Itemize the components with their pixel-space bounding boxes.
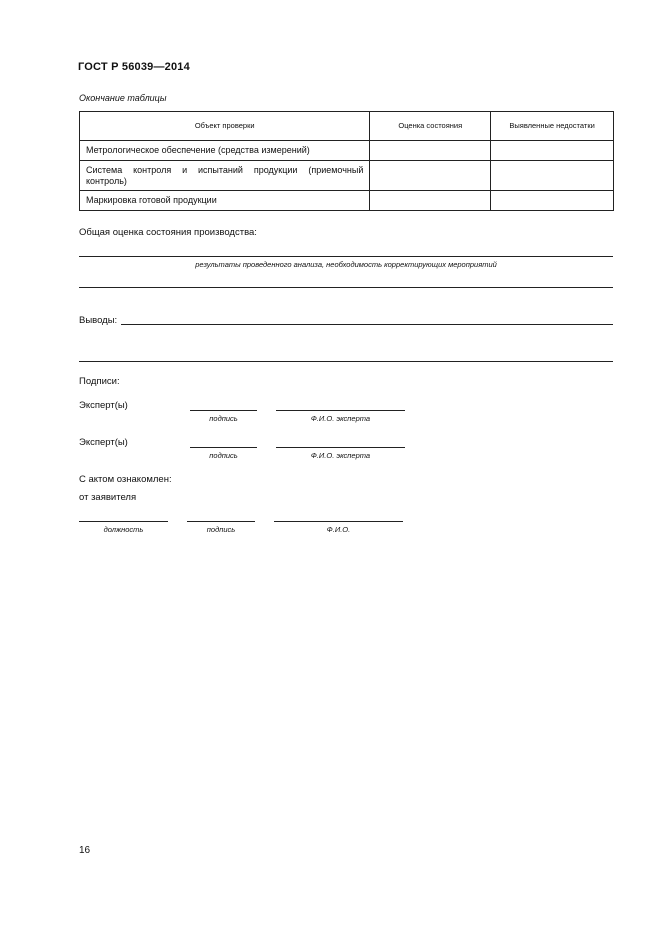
conclusions-label: Выводы:: [79, 315, 118, 326]
signature-hint: подпись: [206, 525, 236, 534]
assessment-line[interactable]: [79, 256, 613, 257]
conclusions-line-2[interactable]: [79, 361, 613, 362]
applicant-name-line[interactable]: [274, 521, 403, 522]
expert-name-line[interactable]: [276, 447, 405, 448]
table-row: [80, 141, 614, 161]
table-header-row: [80, 112, 614, 141]
expert-signature-line[interactable]: [190, 447, 257, 448]
row-assessment: [370, 191, 491, 211]
table-row: [80, 161, 614, 191]
assessment-line-2[interactable]: [79, 287, 613, 288]
header-deficiencies: Выявленные недостатки: [491, 112, 614, 141]
signature-hint: подпись: [209, 414, 238, 423]
header-object: Объект проверки: [80, 112, 370, 141]
inspection-table: [79, 111, 614, 211]
row-object: Метрологическое обеспечение (средства измерений): [80, 141, 370, 161]
row-assessment: [370, 141, 491, 161]
row-deficiencies: [491, 191, 614, 211]
table-caption: Окончание таблицы: [79, 93, 167, 103]
applicant-label: от заявителя: [79, 492, 137, 503]
applicant-signature-line[interactable]: [187, 521, 255, 522]
row-deficiencies: [491, 161, 614, 191]
expert-name-hint: Ф.И.О. эксперта: [310, 414, 371, 423]
page-number: 16: [79, 845, 91, 856]
row-assessment: [370, 161, 491, 191]
acquainted-label: С актом ознакомлен:: [79, 474, 172, 485]
applicant-position-line[interactable]: [79, 521, 168, 522]
expert-name-line[interactable]: [276, 410, 405, 411]
expert-label: Эксперт(ы): [79, 437, 128, 448]
row-object: Маркировка готовой продукции: [80, 191, 370, 211]
conclusions-line[interactable]: [121, 324, 613, 325]
row-object: Система контроля и испытаний продукции (приемочный контроль): [80, 161, 370, 191]
signature-hint: подпись: [209, 451, 238, 460]
expert-name-hint: Ф.И.О. эксперта: [310, 451, 371, 460]
document-code: ГОСТ Р 56039—2014: [78, 61, 190, 73]
assessment-label: Общая оценка состояния производства:: [79, 227, 257, 238]
table-row: [80, 191, 614, 211]
row-deficiencies: [491, 141, 614, 161]
assessment-hint: результаты проведенного анализа, необходимость корректирующих мероприятий: [195, 260, 497, 269]
header-assessment: Оценка состояния: [370, 112, 491, 141]
name-hint: Ф.И.О.: [326, 525, 351, 534]
expert-signature-line[interactable]: [190, 410, 257, 411]
position-hint: должность: [103, 525, 144, 534]
expert-label: Эксперт(ы): [79, 400, 128, 411]
signatures-label: Подписи:: [79, 376, 120, 387]
